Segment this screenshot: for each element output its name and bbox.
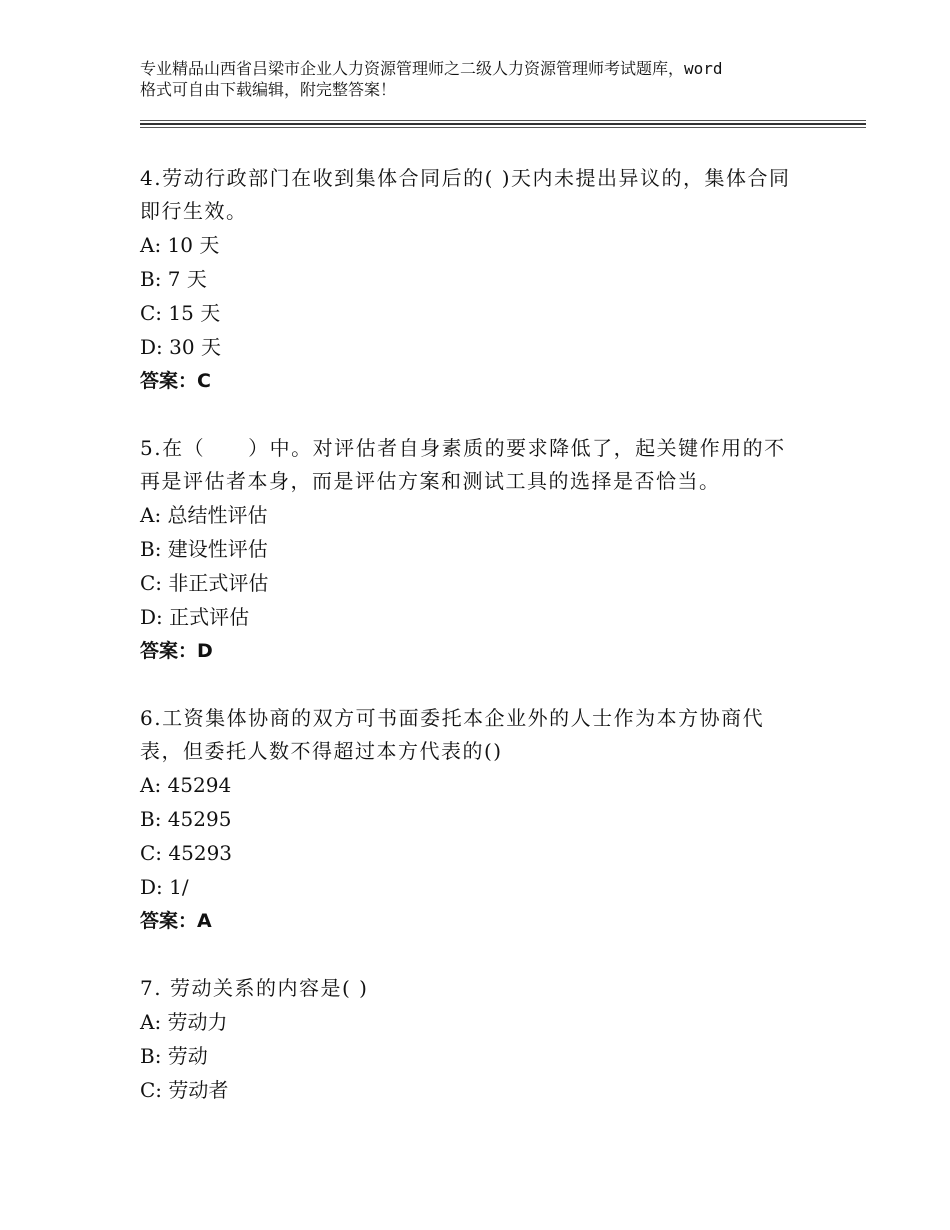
option-a: A: 10 天 — [140, 233, 220, 257]
question-text-continued: 即行生效。 — [140, 199, 248, 223]
question-item — [140, 972, 820, 1107]
answer-line: 答案：D — [140, 640, 213, 662]
question-text: 7. 劳动关系的内容是( ) — [140, 976, 369, 1000]
option-c: C: 45293 — [140, 841, 233, 865]
question-text-continued: 再是评估者本身，而是评估方案和测试工具的选择是否恰当。 — [140, 469, 721, 493]
question-list — [140, 162, 820, 1107]
question-text: 5.在（ ）中。对评估者自身素质的要求降低了，起关键作用的不 — [140, 436, 786, 460]
option-c: C: 非正式评估 — [140, 571, 269, 595]
question-item — [140, 162, 820, 398]
option-a: A: 劳动力 — [140, 1010, 228, 1034]
option-d: D: 30 天 — [140, 335, 221, 359]
header-divider — [140, 123, 866, 125]
option-a: A: 45294 — [140, 773, 232, 797]
header-divider — [140, 127, 866, 128]
option-b: B: 建设性评估 — [140, 537, 268, 561]
question-item — [140, 702, 820, 938]
header-line-1: 专业精品山西省吕梁市企业人力资源管理师之二级人力资源管理师考试题库，word — [140, 59, 723, 78]
option-c: C: 15 天 — [140, 301, 221, 325]
option-a: A: 总结性评估 — [140, 503, 268, 527]
question-text: 4.劳动行政部门在收到集体合同后的( )天内未提出异议的，集体合同 — [140, 166, 791, 190]
header-divider — [140, 120, 866, 121]
option-b: B: 7 天 — [140, 267, 207, 291]
option-d: D: 正式评估 — [140, 605, 250, 629]
option-b: B: 45295 — [140, 807, 232, 831]
option-d: D: 1/ — [140, 875, 189, 899]
question-text: 6.工资集体协商的双方可书面委托本企业外的人士作为本方协商代 — [140, 706, 765, 730]
answer-line: 答案：A — [140, 910, 212, 932]
document-header — [140, 58, 840, 100]
header-line-2: 格式可自由下载编辑，附完整答案！ — [140, 80, 397, 99]
option-b: B: 劳动 — [140, 1044, 208, 1068]
question-text-continued: 表，但委托人数不得超过本方代表的() — [140, 739, 503, 763]
question-item — [140, 432, 820, 668]
answer-line: 答案：C — [140, 370, 211, 392]
option-c: C: 劳动者 — [140, 1078, 229, 1102]
